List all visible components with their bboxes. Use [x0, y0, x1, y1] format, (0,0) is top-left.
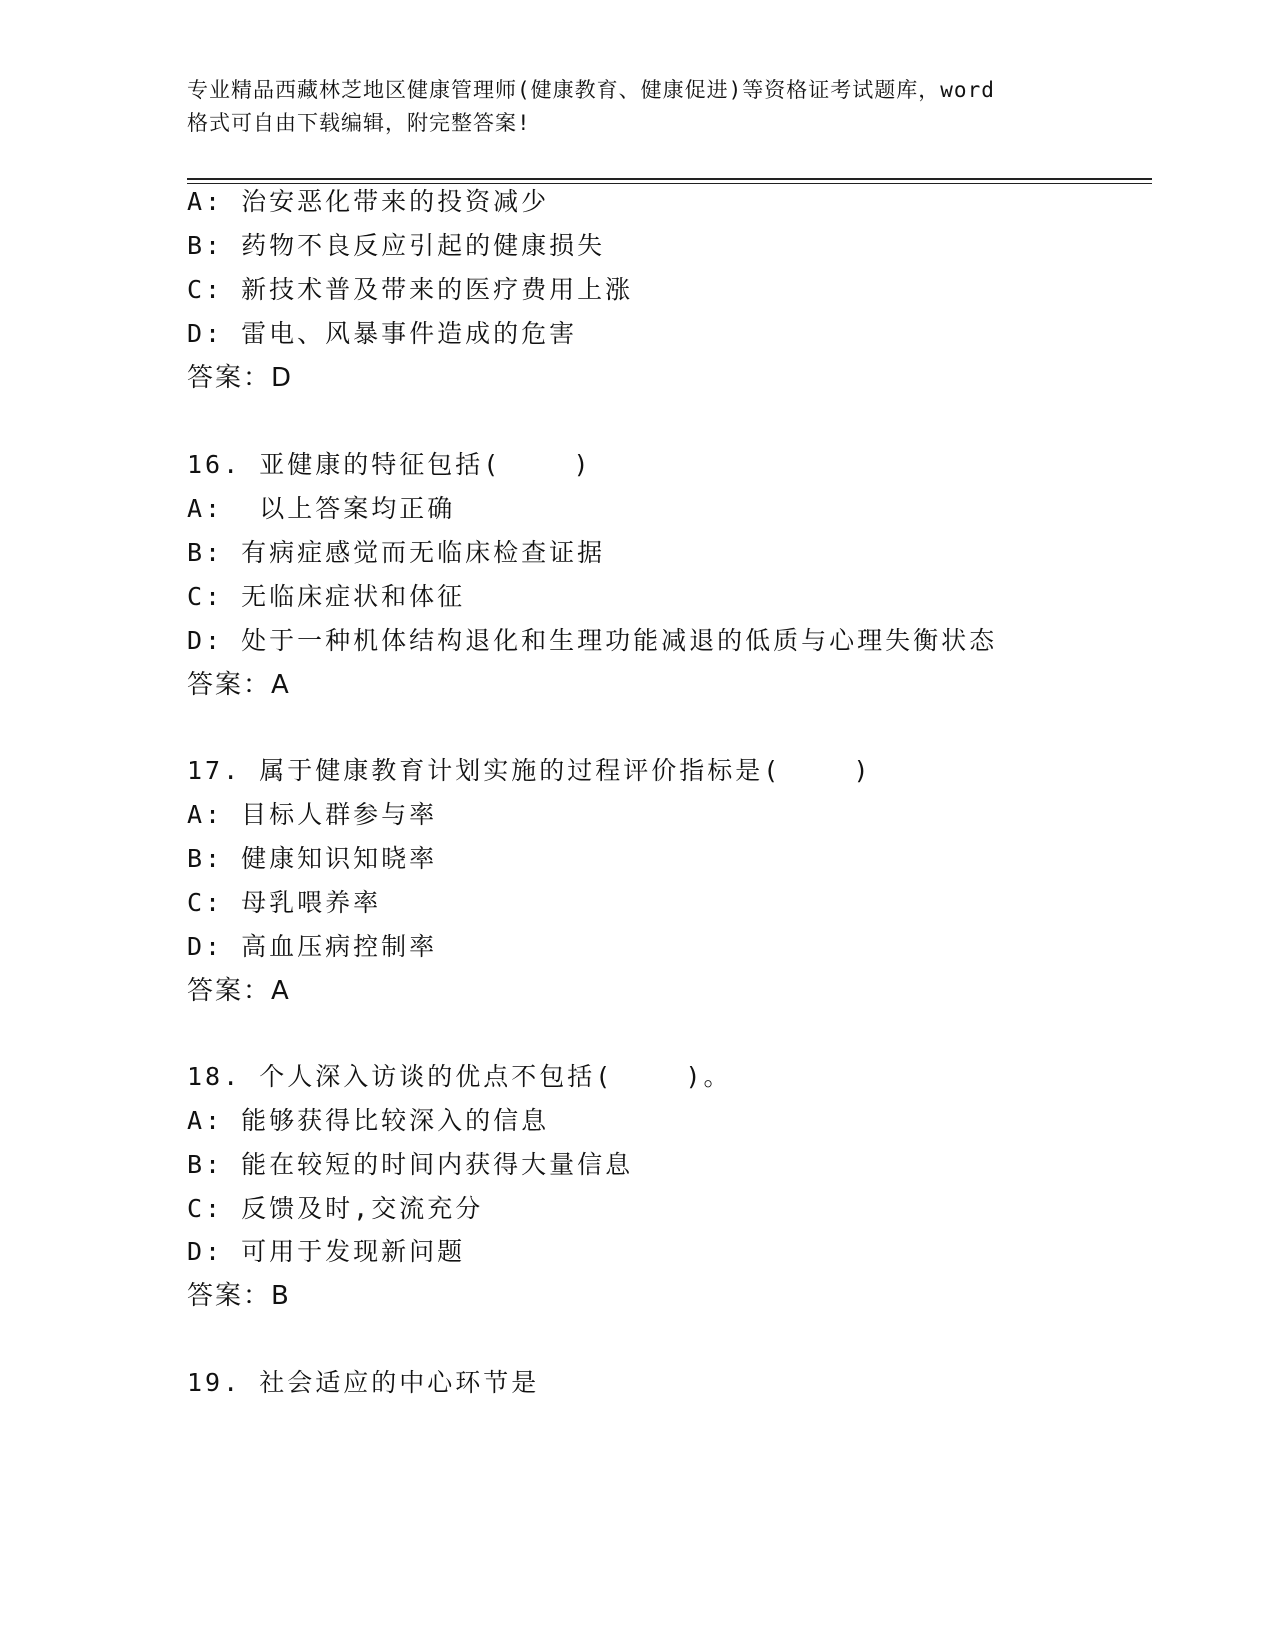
q17-option-d: D: 高血压病控制率 [187, 932, 438, 961]
header-note-line-1: 专业精品西藏林芝地区健康管理师(健康教育、健康促进)等资格证考试题库，word [187, 78, 995, 102]
q16-option-c: C: 无临床症状和体征 [187, 582, 466, 611]
q18-option-c: C: 反馈及时,交流充分 [187, 1194, 484, 1223]
q17-option-a: A: 目标人群参与率 [187, 800, 438, 829]
q18-stem: 18. 个人深入访谈的优点不包括( )。 [187, 1062, 732, 1091]
q19-stem: 19. 社会适应的中心环节是 [187, 1368, 540, 1397]
q18-option-d: D: 可用于发现新问题 [187, 1237, 466, 1266]
q17-option-c: C: 母乳喂养率 [187, 888, 382, 917]
q16-answer: 答案：A [187, 670, 291, 700]
q17-stem: 17. 属于健康教育计划实施的过程评价指标是( ) [187, 756, 872, 785]
q15-option-a: A: 治安恶化带来的投资减少 [187, 187, 550, 216]
q18-option-a: A: 能够获得比较深入的信息 [187, 1106, 550, 1135]
header-note-line-2: 格式可自由下载编辑，附完整答案! [187, 111, 531, 135]
q17-answer: 答案：A [187, 976, 291, 1006]
q17-option-b: B: 健康知识知晓率 [187, 844, 438, 873]
q16-option-a: A: 以上答案均正确 [187, 494, 456, 523]
q16-stem: 16. 亚健康的特征包括( ) [187, 450, 592, 479]
q18-answer: 答案：B [187, 1281, 291, 1311]
q15-option-c: C: 新技术普及带来的医疗费用上涨 [187, 275, 634, 304]
q16-option-d: D: 处于一种机体结构退化和生理功能减退的低质与心理失衡状态 [187, 626, 998, 655]
header-divider [187, 178, 1152, 184]
q16-option-b: B: 有病症感觉而无临床检查证据 [187, 538, 606, 567]
q15-option-d: D: 雷电、风暴事件造成的危害 [187, 319, 578, 348]
document-header-note [187, 74, 1087, 140]
q15-option-b: B: 药物不良反应引起的健康损失 [187, 231, 606, 260]
q15-answer: 答案：D [187, 363, 294, 393]
q18-option-b: B: 能在较短的时间内获得大量信息 [187, 1150, 634, 1179]
